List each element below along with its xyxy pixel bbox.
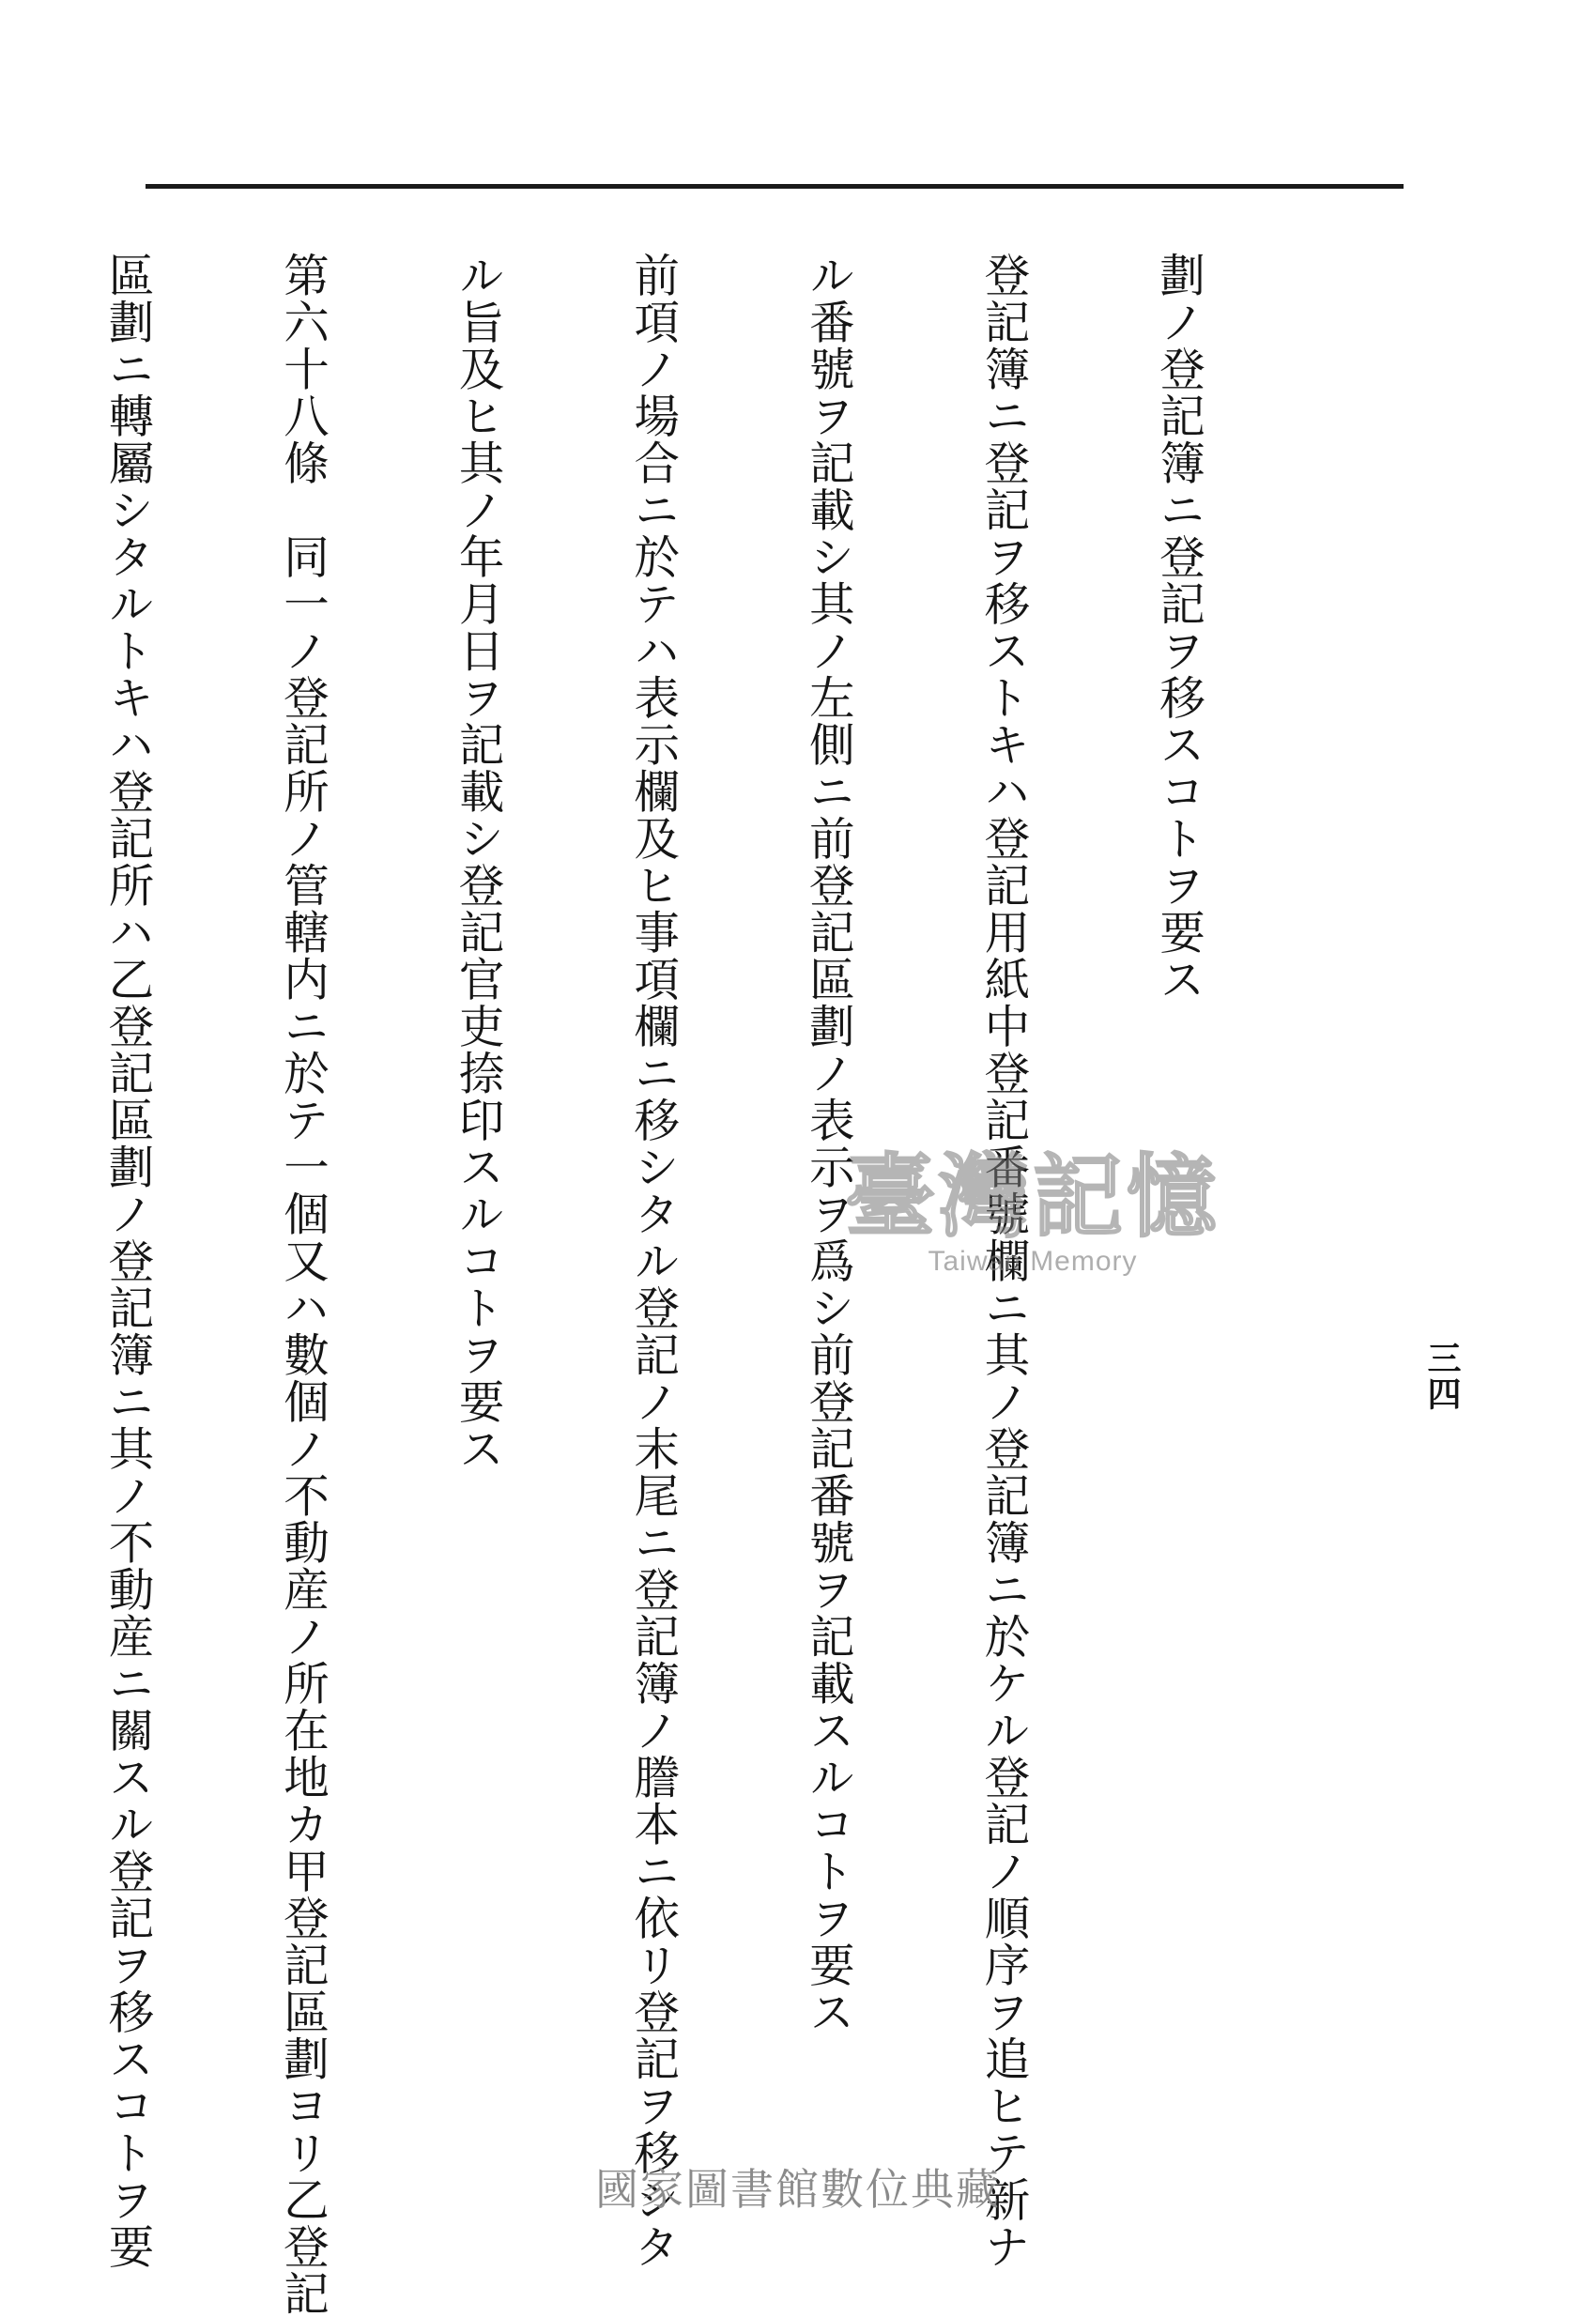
text-column: ル旨及ヒ其ノ年月日ヲ記載シ登記官吏捺印スルコトヲ要ス bbox=[451, 252, 504, 1472]
footer-archive-credit: 國家圖書館數位典藏 bbox=[595, 2164, 1001, 2215]
text-column: 區劃ニ轉屬シタルトキハ登記所ハ乙登記區劃ノ登記簿ニ其ノ不動産ニ關スル登記ヲ移スコトヲ要 bbox=[100, 252, 153, 2270]
page-number: 三四 bbox=[1422, 1341, 1462, 1412]
text-column: ル番號ヲ記載シ其ノ左側ニ前登記區劃ノ表示ヲ爲シ前登記番號ヲ記載スルコトヲ要ス bbox=[801, 252, 854, 2035]
watermark-logo-subtext: Taiwan Memory bbox=[928, 1246, 1138, 1277]
article-68-heading-column: 第六十八條 同一ノ登記所ノ管轄内ニ於テ一個又ハ數個ノ不動産ノ所在地カ甲登記區劃ヨリ乙登記 bbox=[275, 252, 329, 2317]
text-column: 前項ノ場合ニ於テハ表示欄及ヒ事項欄ニ移シタル登記ノ末尾ニ登記簿ノ謄本ニ依リ登記ヲ移シタ bbox=[625, 252, 679, 2270]
watermark-logo-text: 臺灣記憶 bbox=[845, 1143, 1220, 1250]
text-column: 登記簿ニ登記ヲ移ストキハ登記用紙中登記番號欄ニ其ノ登記簿ニ於ケル登記ノ順序ヲ追ヒテ新ナ bbox=[975, 252, 1029, 2270]
header-rule bbox=[146, 184, 1404, 189]
text-column: 劃ノ登記簿ニ登記ヲ移スコトヲ要ス bbox=[1151, 252, 1205, 1003]
